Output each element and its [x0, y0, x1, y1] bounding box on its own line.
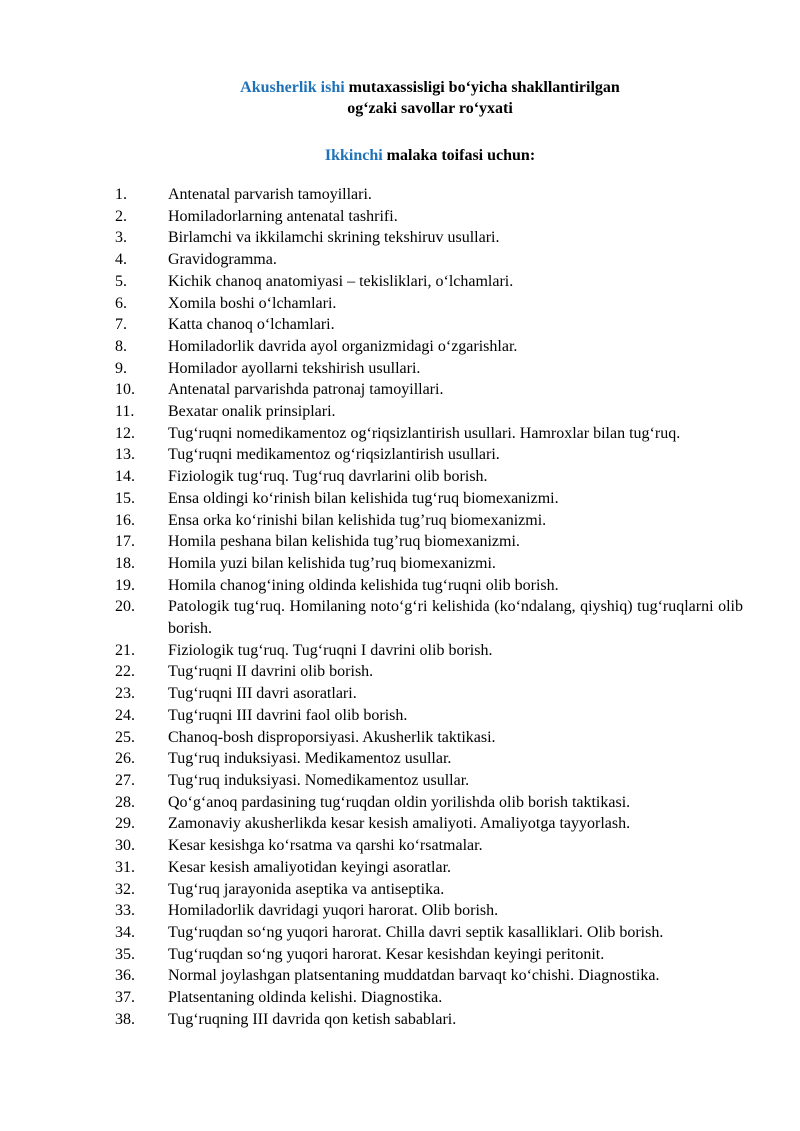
- question-item: [0, 466, 800, 488]
- question-text: Antenatal parvarish tamoyillari.: [168, 186, 372, 203]
- question-item: [0, 184, 800, 206]
- question-item: [0, 683, 800, 705]
- question-item: [0, 705, 800, 727]
- question-item: [0, 965, 800, 987]
- question-text: Tug‘ruq induksiyasi. Medikamentoz usullar.: [168, 750, 452, 768]
- question-text: Antenatal parvarishda patronaj tamoyillari.: [168, 381, 444, 399]
- question-text: Homilador ayollarni tekshirish usullari.: [168, 359, 421, 377]
- question-text: Katta chanoq o‘lchamlari.: [168, 316, 335, 334]
- question-number: 6.: [115, 294, 127, 312]
- question-number: 34.: [115, 923, 135, 941]
- subtitle-rest: malaka toifasi uchun:: [382, 147, 536, 164]
- question-number: 37.: [115, 989, 135, 1007]
- question-item: [0, 727, 800, 749]
- question-number: 23.: [115, 685, 135, 703]
- question-number: 35.: [115, 945, 135, 963]
- question-number: 22.: [115, 663, 135, 681]
- question-list: [0, 184, 800, 1030]
- question-text: Tug‘ruqdan so‘ng yuqori harorat. Chilla davri septik kasalliklari. Olib borish.: [168, 923, 664, 941]
- question-number: 30.: [115, 837, 135, 855]
- question-number: 2.: [115, 207, 127, 225]
- question-number: 1.: [115, 186, 127, 203]
- question-number: 11.: [115, 403, 135, 421]
- question-item: [0, 575, 800, 597]
- question-number: 21.: [115, 641, 135, 659]
- title-accent: Akusherlik ishi: [240, 79, 345, 96]
- document-title: [0, 77, 800, 119]
- question-number: 18.: [115, 554, 135, 572]
- question-item: [0, 314, 800, 336]
- question-item: [0, 770, 800, 792]
- question-number: 33.: [115, 902, 135, 920]
- question-number: 5.: [115, 272, 127, 290]
- question-number: 8.: [115, 337, 127, 355]
- question-text: Tug‘ruqni III davri asoratlari.: [168, 685, 357, 703]
- question-item: [0, 401, 800, 423]
- question-text: Tug‘ruqni medikamentoz og‘riqsizlantirish usullari.: [168, 446, 500, 464]
- question-item: [0, 640, 800, 662]
- question-text: Xomila boshi o‘lchamlari.: [168, 294, 337, 312]
- question-text: Tug‘ruq induksiyasi. Nomedikamentoz usullar.: [168, 771, 470, 789]
- question-text: Kichik chanoq anatomiyasi – tekisliklari, o‘lchamlari.: [168, 272, 514, 290]
- question-number: 17.: [115, 533, 135, 551]
- question-number: 25.: [115, 728, 135, 746]
- question-number: 10.: [115, 381, 135, 399]
- title-rest: mutaxassisligi bo‘yicha shakllantirilgan: [344, 79, 620, 96]
- question-text: Chanoq-bosh disproporsiyasi. Akusherlik taktikasi.: [168, 728, 496, 746]
- question-number: 36.: [115, 967, 135, 985]
- question-text: Zamonaviy akusherlikda kesar kesish amaliyoti. Amaliyotga tayyorlash.: [168, 815, 631, 833]
- question-text: Tug‘ruqni nomedikamentoz og‘riqsizlantirish usullari. Hamroxlar bilan tug‘ruq.: [168, 424, 681, 442]
- question-number: 13.: [115, 446, 135, 464]
- question-number: 29.: [115, 815, 135, 833]
- question-text: Fiziologik tug‘ruq. Tug‘ruq davrlarini olib borish.: [168, 468, 488, 486]
- question-item: [0, 835, 800, 857]
- question-number: 26.: [115, 750, 135, 768]
- question-number: 14.: [115, 468, 135, 486]
- question-text: Platsentaning oldinda kelishi. Diagnostika.: [168, 989, 443, 1007]
- question-number: 28.: [115, 793, 135, 811]
- question-number: 12.: [115, 424, 135, 442]
- question-text: Birlamchi va ikkilamchi skrining tekshiruv usullari.: [168, 229, 500, 247]
- question-item: [0, 531, 800, 553]
- question-item: [0, 206, 800, 228]
- question-item: [0, 227, 800, 249]
- question-text: Homila chanog‘ining oldinda kelishida tug‘ruqni olib borish.: [168, 576, 559, 594]
- question-text: Homiladorlik davrida ayol organizmidagi o‘zgarishlar.: [168, 337, 518, 355]
- question-text: Tug‘ruqni III davrini faol olib borish.: [168, 706, 408, 724]
- question-number: 4.: [115, 251, 127, 269]
- question-number: 9.: [115, 359, 127, 377]
- question-item: [0, 944, 800, 966]
- question-number: 32.: [115, 880, 135, 898]
- question-text: Normal joylashgan platsentaning muddatdan barvaqt ko‘chishi. Diagnostika.: [168, 967, 660, 985]
- question-number: 7.: [115, 316, 127, 334]
- question-text: Tug‘ruqni II davrini olib borish.: [168, 663, 374, 681]
- question-number: 16.: [115, 511, 135, 529]
- question-text: Ensa oldingi ko‘rinish bilan kelishida tug‘ruq biomexanizmi.: [168, 489, 559, 507]
- question-item: [0, 510, 800, 532]
- question-item: [0, 748, 800, 770]
- question-item: [0, 879, 800, 901]
- question-item: [0, 444, 800, 466]
- question-text: Tug‘ruq jarayonida aseptika va antiseptika.: [168, 880, 445, 898]
- question-number: 19.: [115, 576, 135, 594]
- question-text: Tug‘ruqdan so‘ng yuqori harorat. Kesar kesishdan keyingi peritonit.: [168, 945, 605, 963]
- question-text: Homiladorlik davridagi yuqori harorat. Olib borish.: [168, 902, 499, 920]
- question-item: [0, 922, 800, 944]
- question-item: [0, 358, 800, 380]
- question-item: [0, 987, 800, 1009]
- question-number: 15.: [115, 489, 135, 507]
- question-item: [0, 488, 800, 510]
- question-item: [0, 423, 800, 445]
- question-text: Homila peshana bilan kelishida tug’ruq biomexanizmi.: [168, 533, 520, 551]
- question-item: [0, 857, 800, 879]
- question-item: [0, 249, 800, 271]
- question-number: 20.: [115, 598, 135, 616]
- title-line-2: og‘zaki savollar ro‘yxati: [347, 100, 513, 117]
- question-item: [0, 336, 800, 358]
- question-number: 27.: [115, 771, 135, 789]
- question-number: 31.: [115, 858, 135, 876]
- question-item: [0, 293, 800, 315]
- document-subtitle: [0, 145, 800, 166]
- question-item: [0, 1009, 800, 1031]
- question-item: [0, 553, 800, 575]
- question-text: Ensa orka ko‘rinishi bilan kelishida tug’ruq biomexanizmi.: [168, 511, 547, 529]
- question-item: [0, 813, 800, 835]
- question-number: 24.: [115, 706, 135, 724]
- question-text: Kesar kesish amaliyotidan keyingi asoratlar.: [168, 858, 452, 876]
- question-item: [0, 661, 800, 683]
- question-text: Homiladorlarning antenatal tashrifi.: [168, 207, 398, 225]
- question-text: Patologik tug‘ruq. Homilaning noto‘g‘ri kelishida (ko‘ndalang, qiyshiq) tug‘ruqlarni olib borish.: [168, 598, 743, 638]
- question-item: [0, 900, 800, 922]
- question-item: [0, 271, 800, 293]
- question-text: Gravidogramma.: [168, 251, 277, 269]
- question-text: Qo‘g‘anoq pardasining tug‘ruqdan oldin yorilishda olib borish taktikasi.: [168, 793, 631, 811]
- question-text: Fiziologik tug‘ruq. Tug‘ruqni I davrini olib borish.: [168, 641, 493, 659]
- subtitle-accent: Ikkinchi: [324, 147, 383, 164]
- question-text: Tug‘ruqning III davrida qon ketish sabablari.: [168, 1010, 457, 1028]
- question-text: Bexatar onalik prinsiplari.: [168, 403, 336, 421]
- question-text: Kesar kesishga ko‘rsatma va qarshi ko‘rsatmalar.: [168, 837, 483, 855]
- question-item: [0, 792, 800, 814]
- question-item: [0, 379, 800, 401]
- question-item: [0, 596, 800, 639]
- question-text: Homila yuzi bilan kelishida tug’ruq biomexanizmi.: [168, 554, 496, 572]
- question-number: 3.: [115, 229, 127, 247]
- question-number: 38.: [115, 1010, 135, 1028]
